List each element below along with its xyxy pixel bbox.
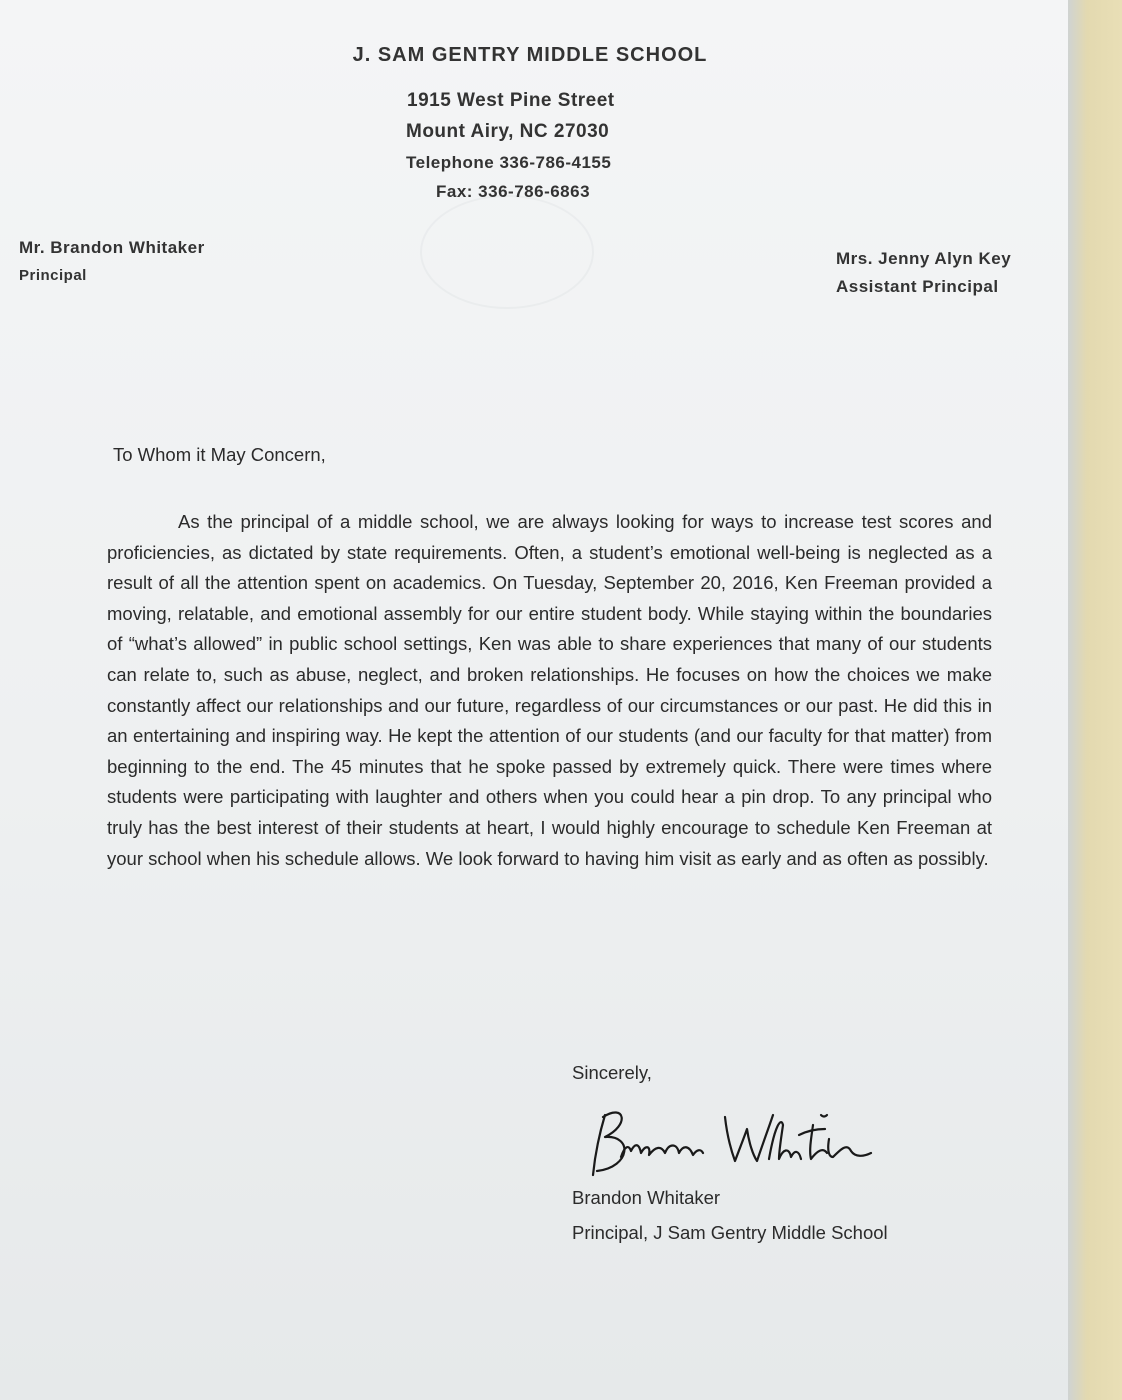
principal-title: Principal [19, 267, 87, 284]
letter-body: As the principal of a middle school, we are always looking for ways to increase test scores and proficiencies, as dictated by state requirements. Often, a student’s emotional well-being is neglected as a result of all the attention spent on academics. On Tuesday, September 20, 2016, Ken Freeman provided a moving, relatable, and emotional assembly for our entire student body. While staying within the boundaries of “what’s allowed” in public school settings, Ken was able to share experiences that many of our students can relate to, such as abuse, neglect, and broken relationships. He focuses on how the choices we make constantly affect our relationships and our future, regardless of our circumstances or our past. He did this in an entertaining and inspiring way. He kept the attention of our students (and our faculty for that matter) from beginning to the end. The 45 minutes that he spoke passed by extremely quick. There were times where students were participating with laughter and others when you could hear a pin drop. To any principal who truly has the best interest of their students at heart, I would highly encourage to schedule Ken Freeman at your school when his schedule allows. We look forward to having him visit as early and as often as possibly. [107, 511, 992, 869]
principal-name: Mr. Brandon Whitaker [19, 238, 205, 257]
street-address: 1915 West Pine Street [407, 90, 615, 111]
telephone: Telephone 336-786-4155 [406, 153, 612, 172]
city-state-zip: Mount Airy, NC 27030 [406, 121, 610, 142]
signer-title: Principal, J Sam Gentry Middle School [572, 1222, 888, 1243]
closing: Sincerely, [572, 1062, 652, 1083]
watermark-seal [420, 195, 594, 309]
assistant-principal-name: Mrs. Jenny Alyn Key [836, 249, 1012, 268]
school-name: J. SAM GENTRY MIDDLE SCHOOL [352, 44, 708, 66]
handwritten-signature [585, 1095, 885, 1185]
assistant-principal-title: Assistant Principal [836, 277, 999, 296]
fax: Fax: 336-786-6863 [436, 182, 591, 201]
folder-edge [1068, 0, 1122, 1400]
salutation: To Whom it May Concern, [113, 444, 326, 465]
signer-name: Brandon Whitaker [572, 1187, 721, 1208]
